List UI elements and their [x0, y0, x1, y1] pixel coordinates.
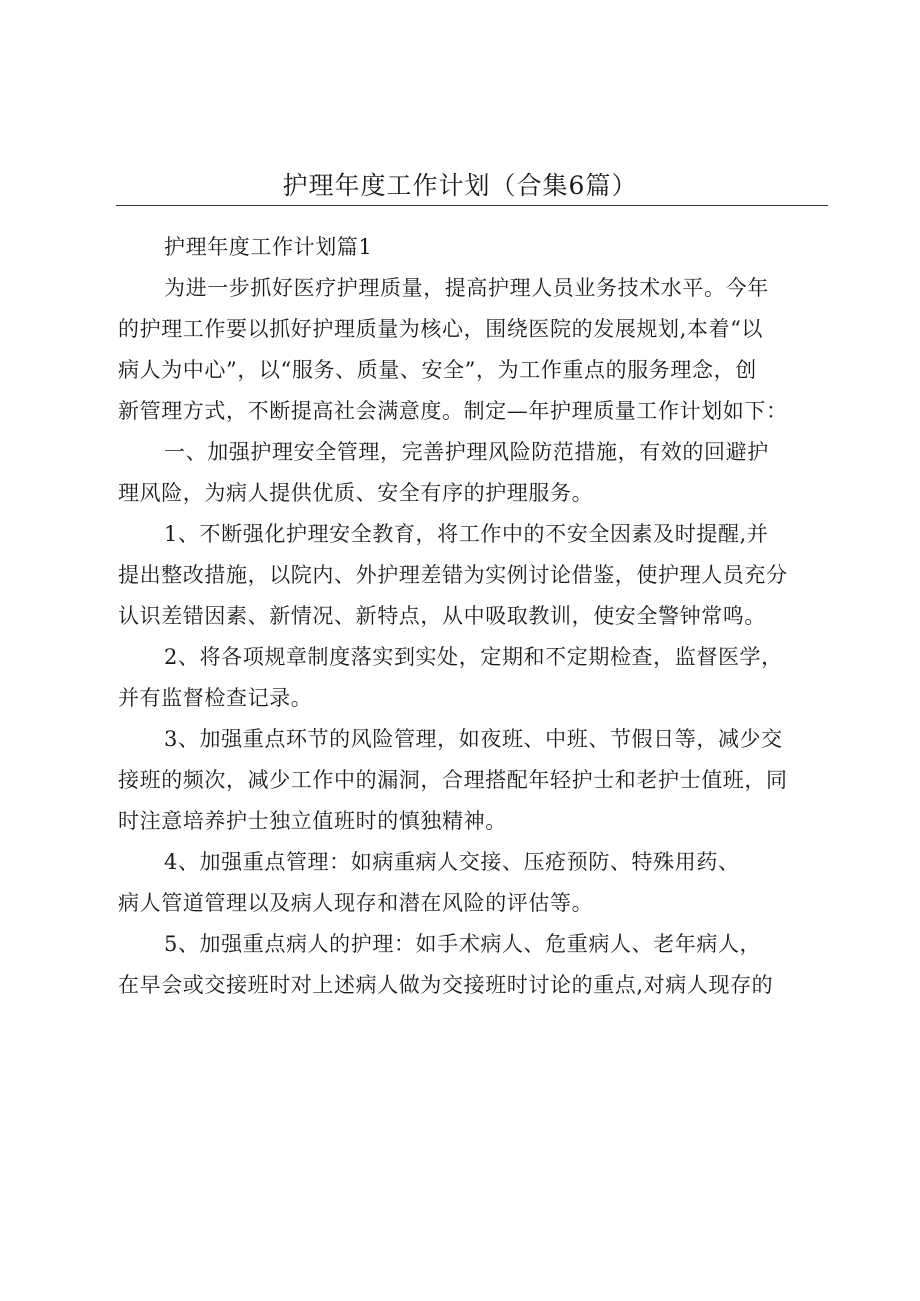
paragraph-line: 1、不断强化护理安全教育，将工作中的不安全因素及时提醒,并: [164, 522, 769, 546]
paragraph-line: 在早会或交接班时对上述病人做为交接班时讨论的重点,对病人现存的: [118, 973, 774, 997]
paragraph-line: 4、加强重点管理：如病重病人交接、压疮预防、特殊用药、: [164, 850, 740, 874]
paragraph-line: 时注意培养护士独立值班时的慎独精神。: [118, 809, 507, 833]
paragraph-line: 为进一步抓好医疗护理质量，提高护理人员业务技术水平。今年: [164, 276, 769, 300]
title-underline: [116, 205, 828, 206]
paragraph-line: 3、加强重点环节的风险管理，如夜班、中班、节假日等，减少交: [164, 727, 783, 751]
paragraph-line: 的护理工作要以抓好护理质量为核心，围绕医院的发展规划,本着“以: [118, 317, 764, 341]
paragraph-line: 2、将各项规章制度落实到实处，定期和不定期检查，监督医学，: [164, 645, 783, 669]
paragraph-line: 接班的频次，减少工作中的漏洞，合理搭配年轻护士和老护士值班，同: [118, 768, 788, 792]
paragraph-line: 提出整改措施，以院内、外护理差错为实例讨论借鉴，使护理人员充分: [118, 563, 788, 587]
paragraph-line: 认识差错因素、新情况、新特点，从中吸取教训，使安全警钟常鸣。: [118, 604, 766, 628]
document-title: 护理年度工作计划（合集6篇）: [282, 171, 638, 200]
paragraph-line: 并有监督检查记录。: [118, 686, 313, 710]
paragraph-line: 一、加强护理安全管理，完善护理风险防范措施，有效的回避护: [164, 440, 769, 464]
document-body: [118, 227, 838, 1006]
paragraph-line: 5、加强重点病人的护理：如手术病人、危重病人、老年病人，: [164, 932, 762, 956]
paragraph-line: 新管理方式，不断提高社会满意度。制定—年护理质量工作计划如下：: [118, 399, 788, 423]
paragraph-line: 病人为中心”，以“服务、质量、安全”，为工作重点的服务理念，创: [118, 358, 757, 382]
paragraph-line: 病人管道管理以及病人现存和潜在风险的评估等。: [118, 891, 594, 915]
paragraph-line: 理风险，为病人提供优质、安全有序的护理服务。: [118, 481, 594, 505]
section-heading: 护理年度工作计划篇1: [164, 235, 373, 259]
